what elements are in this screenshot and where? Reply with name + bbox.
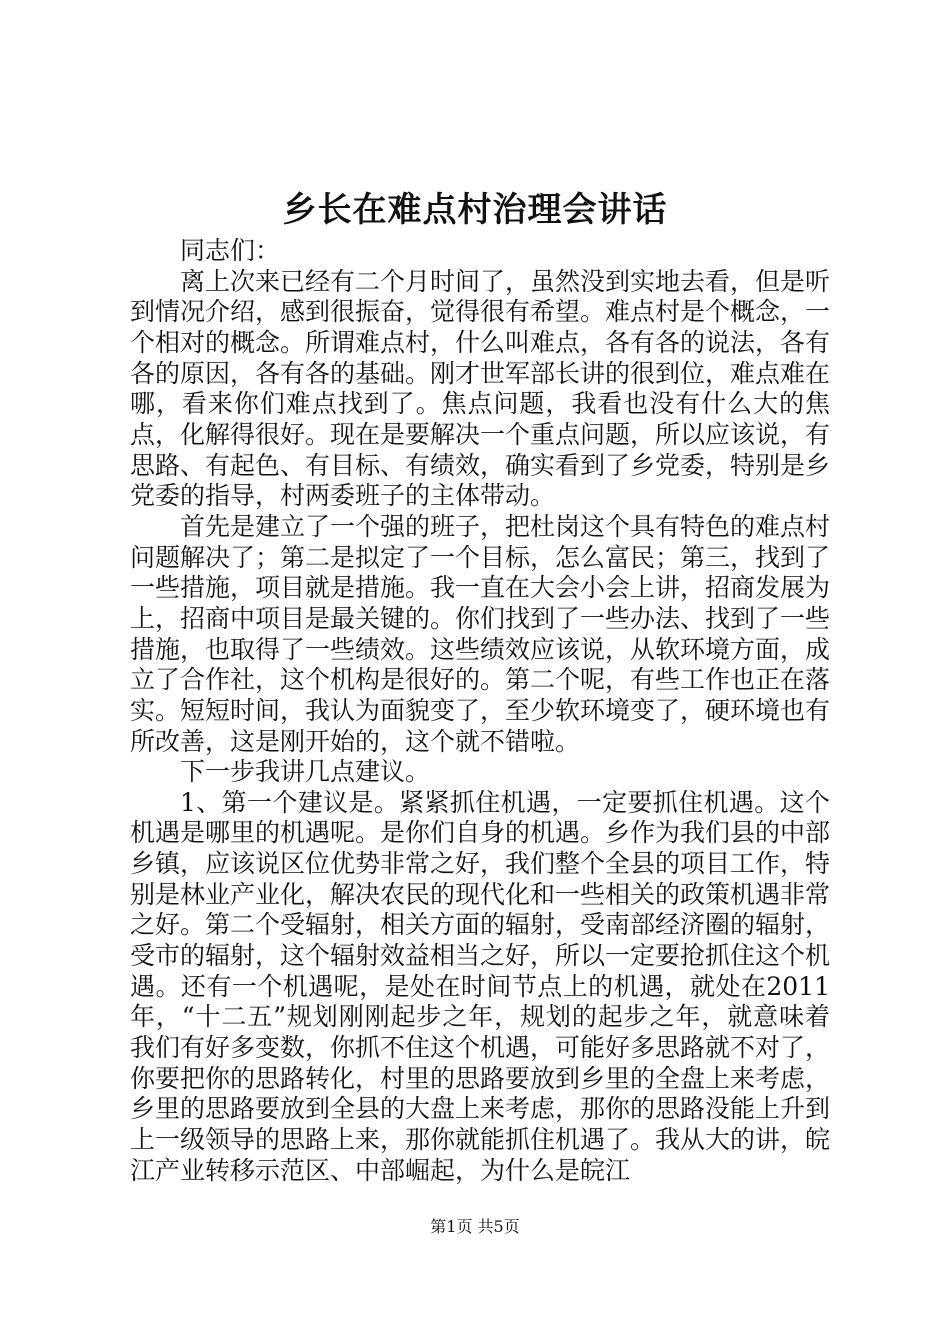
body-paragraph: 首先是建立了一个强的班子，把杜岗这个具有特色的难点村问题解决了；第二是拟定了一个目标，怎么富民；第三，找到了一些措施，项目就是措施。我一直在大会小会上讲，招商发展为上，招商中项目是最关键的。你们找到了一些办法、找到了一些措施，也取得了一些绩效。这些绩效应该说，从软环境方面，成立了合作社，这个机构是很好的。第二个呢，有些工作也正在落实。短短时间，我认为面貌变了，至少软环境变了，硬环境也有所改善，这是刚开始的，这个就不错啦。 bbox=[130, 511, 831, 756]
body-paragraph: 1、第一个建议是。紧紧抓住机遇，一定要抓住机遇。这个机遇是哪里的机遇呢。是你们自身的机遇。乡作为我们县的中部乡镇，应该说区位优势非常之好，我们整个全县的项目工作，特别是林业产业化，解决农民的现代化和一些相关的政策机遇非常之好。第二个受辐射，相关方面的辐射，受南部经济圈的辐射，受市的辐射，这个辐射效益相当之好，所以一定要抢抓住这个机遇。还有一个机遇呢，是处在时间节点上的机遇，就处在2011年，“十二五”规划刚刚起步之年，规划的起步之年，就意味着我们有好多变数，你抓不住这个机遇，可能好多思路就不对了，你要把你的思路转化，村里的思路要放到乡里的全盘上来考虑，乡里的思路要放到全县的大盘上来考虑，那你的思路没能上升到上一级领导的思路上来，那你就能抓住机遇了。我从大的讲，皖江产业转移示范区、中部崛起，为什么是皖江 bbox=[130, 787, 831, 1185]
document-title: 乡长在难点村治理会讲话 bbox=[282, 190, 668, 230]
page-number-footer: 第1页 共5页 bbox=[430, 1217, 520, 1236]
salutation-paragraph: 同志们： bbox=[180, 236, 281, 265]
body-paragraph: 离上次来已经有二个月时间了，虽然没到实地去看，但是听到情况介绍，感到很振奋，觉得很有希望。难点村是个概念，一个相对的概念。所谓难点村，什么叫难点，各有各的说法，各有各的原因，各有各的基础。刚才世军部长讲的很到位，难点难在哪，看来你们难点找到了。焦点问题，我看也没有什么大的焦点，化解得很好。现在是要解决一个重点问题，所以应该说，有思路、有起色、有目标、有绩效，确实看到了乡党委，特别是乡党委的指导，村两委班子的主体带动。 bbox=[130, 266, 831, 511]
body-paragraph: 下一步我讲几点建议。 bbox=[180, 757, 431, 787]
document-body bbox=[130, 236, 830, 1186]
